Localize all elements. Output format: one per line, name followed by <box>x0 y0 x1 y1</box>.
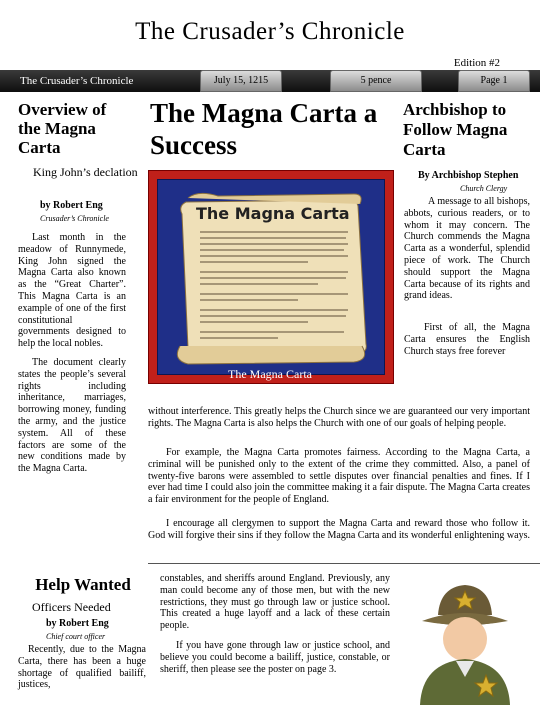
overview-paragraph-1: Last month in the meadow of Runnymede, King John signed the Magna Carta also known as the “Great Charter”. This Magna Carta is an example of one of the first constitutional governments designed to help the local nobles. <box>18 232 126 350</box>
edition-number: Edition #2 <box>453 57 500 69</box>
overview-byline: by Robert Eng <box>40 200 103 211</box>
main-paragraph-1: without interference. This greatly helps the Church since we are guaranteed our very important rights. The Magna Carta is also helps the Church with one of our goals of helping people. <box>148 406 530 429</box>
main-paragraph-3: I encourage all clergymen to support the Magna Carta and reward those who follow it. God will forgive their sins if they follow the Magna Carta and its wonderful enlightening ways. <box>148 518 530 541</box>
overview-paragraph-2: The document clearly states the people’s several rights including inheritance, marriages, borrowing money, funding the army, and the justice system. All of these factors are some of the new conditions made by the Magna Carta. <box>18 357 126 475</box>
sheriff-image <box>400 565 530 705</box>
main-heading: The Magna Carta a Success <box>150 98 378 160</box>
help-byline: by Robert Eng <box>46 618 109 629</box>
bar-price: 5 pence <box>330 70 422 92</box>
help-heading: Help Wanted <box>35 575 131 594</box>
help-subheading: Officers Needed <box>32 600 111 614</box>
help-paragraph-1: Recently, due to the Magna Carta, there has been a huge shortage of qualified bailiff, justices, <box>18 644 146 691</box>
scroll-title: The Magna Carta <box>196 204 350 223</box>
magna-carta-image <box>148 170 394 384</box>
overview-subheading: King John’s declation <box>33 165 138 179</box>
help-paragraph-2: constables, and sheriffs around England. Previously, any man could become any of those men, but with the new restrictions, they must go through law or justice school. This created a huge layoff and a lack of these certain people. <box>160 573 390 632</box>
help-role: Chief court officer <box>46 632 106 641</box>
bar-newspaper-name: The Crusader’s Chronicle <box>20 75 134 87</box>
image-caption: The Magna Carta <box>228 367 312 381</box>
masthead-title: The Crusader’s Chronicle <box>135 18 405 45</box>
archbishop-paragraph-2: First of all, the Magna Carta ensures the English Church stays free forever <box>404 322 530 357</box>
main-paragraph-2: For example, the Magna Carta promotes fairness. According to the Magna Carta, a criminal will be punished only to the extent of the crime they committed. Also, a panel of twenty-five barons were assembled to settle disputes over financial penalties and fines. If I ever had time I could also join the committee making it a fair dispute. The Magna Carta creates a fair environment for the people of England. <box>148 447 530 506</box>
overview-role: Crusader’s Chronicle <box>40 214 109 223</box>
overview-heading: Overview of the Magna Carta <box>18 100 107 157</box>
section-divider <box>148 563 540 564</box>
help-wanted-box <box>18 570 148 698</box>
archbishop-role: Church Clergy <box>460 184 508 193</box>
bar-page: Page 1 <box>458 70 530 92</box>
archbishop-heading: Archbishop to Follow Magna Carta <box>403 100 508 159</box>
header-bar <box>0 70 540 92</box>
bar-date: July 15, 1215 <box>200 70 282 92</box>
archbishop-paragraph-1: A message to all bishops, abbots, curious readers, or to whom it may concern. The Church commends the Magna Carta as a wonderful, splendid piece of work. The Church should support the Magna Carta because of its rights and grand ideas. <box>404 196 530 302</box>
help-paragraph-3: If you have gone through law or justice school, and believe you could become a bailiff, justice, constable, or sheriff, then please see the poster on page 3. <box>160 640 390 675</box>
sheriff-illustration <box>400 565 530 705</box>
archbishop-byline: By Archbishop Stephen <box>418 170 519 181</box>
